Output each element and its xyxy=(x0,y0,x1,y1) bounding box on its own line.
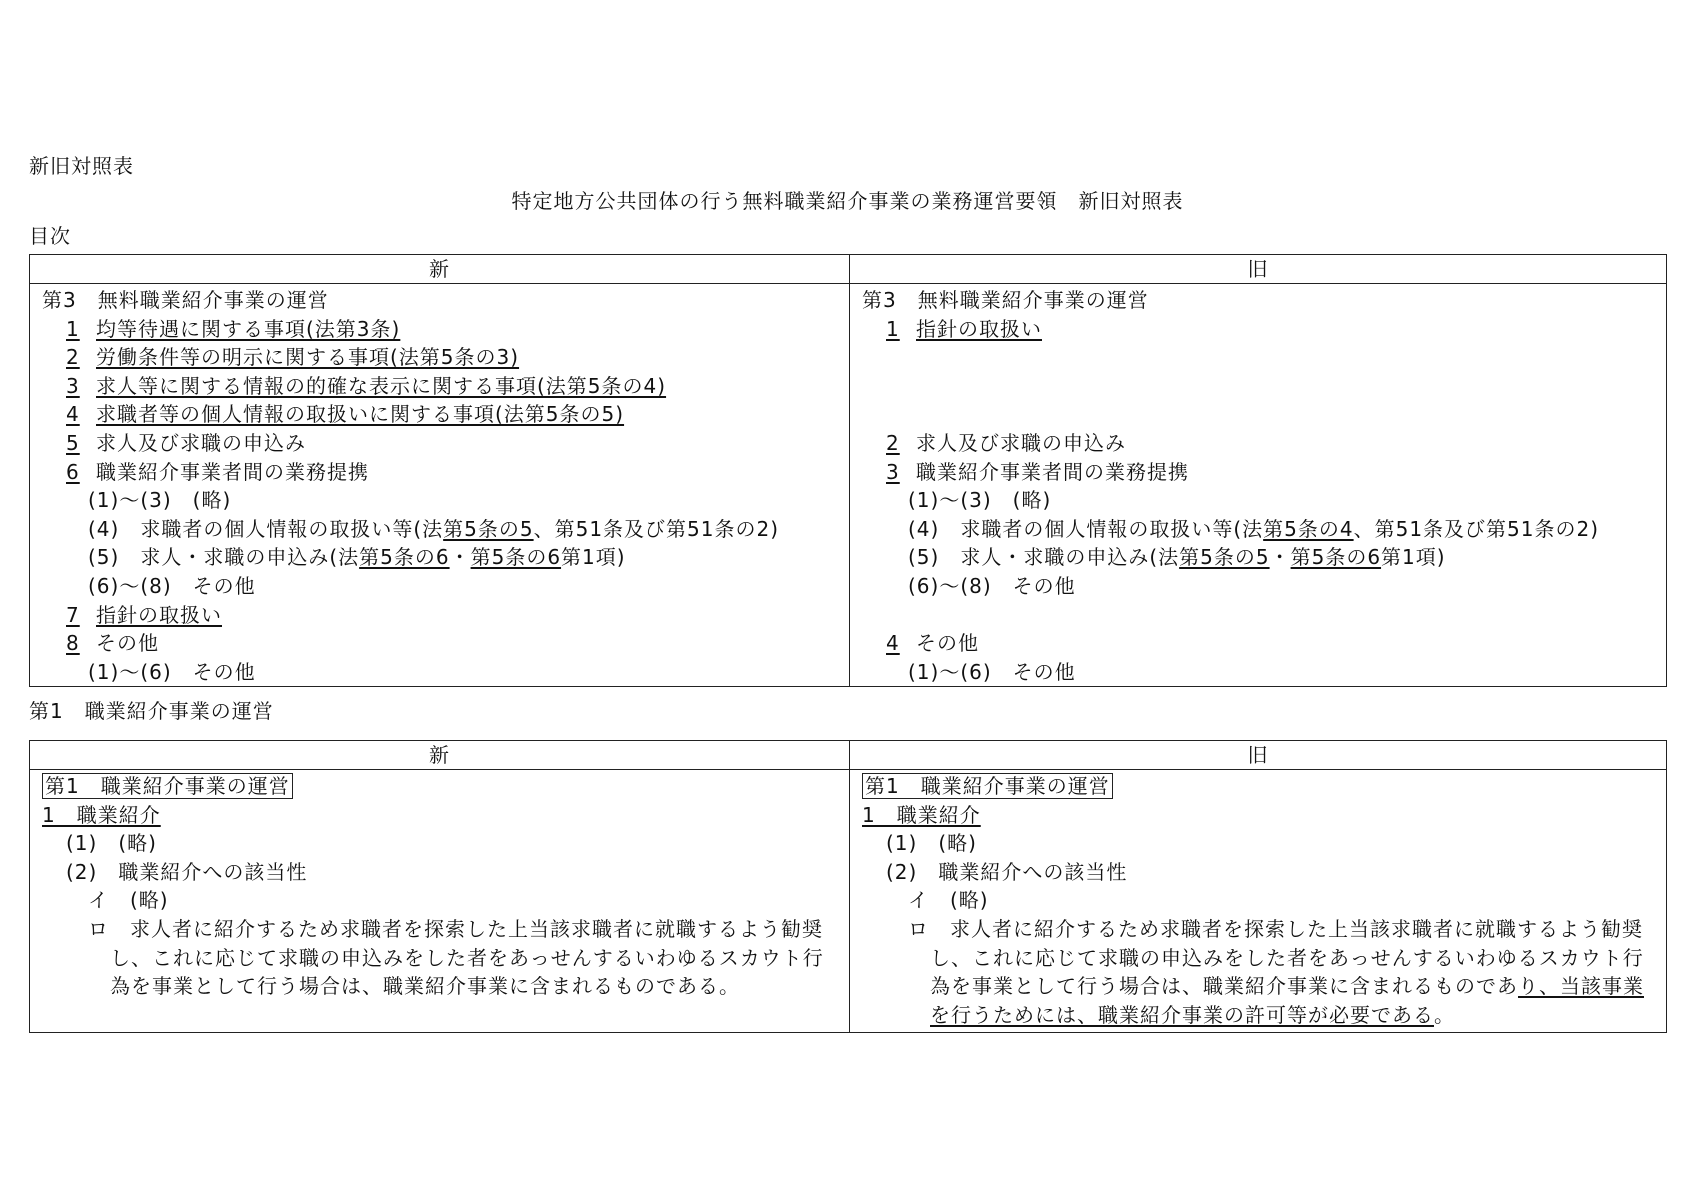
section-comparison-table xyxy=(29,740,1667,1033)
toc-new-subitem: (1)～(3) (略) xyxy=(88,488,232,513)
clause: イ (略) xyxy=(88,888,169,913)
toc-old-cell xyxy=(850,284,1667,687)
toc-old-subitem: (6)～(8) その他 xyxy=(908,573,1076,598)
toc-comparison-table xyxy=(29,254,1667,687)
toc-new-subitem: (6)～(8) その他 xyxy=(88,573,256,598)
toc-old-subitem: (4) 求職者の個人情報の取扱い等(法第5条の4、第51条及び第51条の2) xyxy=(908,516,1600,541)
toc-new-item: 4 求職者等の個人情報の取扱いに関する事項(法第5条の5) xyxy=(66,402,625,427)
subsection-heading: 1 職業紹介 xyxy=(42,802,161,827)
subsection-heading: 1 職業紹介 xyxy=(862,802,981,827)
clause: (2) 職業紹介への該当性 xyxy=(886,859,1128,884)
toc-old-subitem: (5) 求人・求職の申込み(法第5条の5・第5条の6第1項) xyxy=(908,545,1446,570)
column-header-old: 旧 xyxy=(850,255,1667,284)
toc-new-item: 6 職業紹介事業者間の業務提携 xyxy=(66,459,369,484)
toc-heading: 目次 xyxy=(29,224,71,248)
toc-new-item: 5 求人及び求職の申込み xyxy=(66,430,306,455)
clause: (1) (略) xyxy=(66,831,157,856)
toc-old-subitem: (1)～(6) その他 xyxy=(908,659,1076,684)
toc-new-subitem: (5) 求人・求職の申込み(法第5条の6・第5条の6第1項) xyxy=(88,545,626,570)
toc-new-subitem: (4) 求職者の個人情報の取扱い等(法第5条の5、第51条及び第51条の2) xyxy=(88,516,780,541)
section-new-cell xyxy=(30,770,850,1033)
section-heading: 第1 職業紹介事業の運営 xyxy=(29,699,274,723)
document-label: 新旧対照表 xyxy=(29,154,134,178)
column-header-new: 新 xyxy=(30,741,850,770)
toc-new-item: 8 その他 xyxy=(66,631,159,656)
boxed-heading: 第1 職業紹介事業の運営 xyxy=(862,773,1113,799)
toc-new-item: 1 均等待遇に関する事項(法第3条) xyxy=(66,316,401,341)
toc-new-subitem: (1)～(6) その他 xyxy=(88,659,256,684)
clause-paragraph: ロ 求人者に紹介するため求職者を探索した上当該求職者に就職するよう勧奨し、これに応じて求職の申込みをした者をあっせんするいわゆるスカウト行為を事業として行う場合は、職業紹介事業に含まれるものである。 xyxy=(88,916,824,999)
toc-old-item: 4 その他 xyxy=(886,631,979,656)
document-title: 特定地方公共団体の行う無料職業紹介事業の業務運営要領 新旧対照表 xyxy=(511,189,1184,213)
toc-old-subitem: (1)～(3) (略) xyxy=(908,488,1052,513)
toc-old-item: 2 求人及び求職の申込み xyxy=(886,430,1126,455)
toc-old-title: 第3 無料職業紹介事業の運営 xyxy=(862,288,1149,312)
clause: (1) (略) xyxy=(886,831,977,856)
boxed-heading: 第1 職業紹介事業の運営 xyxy=(42,773,293,799)
toc-new-item: 2 労働条件等の明示に関する事項(法第5条の3) xyxy=(66,345,520,370)
clause: イ (略) xyxy=(908,888,989,913)
toc-old-item: 3 職業紹介事業者間の業務提携 xyxy=(886,459,1189,484)
toc-new-title: 第3 無料職業紹介事業の運営 xyxy=(42,288,329,312)
column-header-old: 旧 xyxy=(850,741,1667,770)
clause-paragraph: ロ 求人者に紹介するため求職者を探索した上当該求職者に就職するよう勧奨し、これに応じて求職の申込みをした者をあっせんするいわゆるスカウト行為を事業として行う場合は、職業紹介事業に含まれるものであり、当該事業を行うためには、職業紹介事業の許可等が必要である。 xyxy=(908,916,1644,1027)
section-old-cell xyxy=(850,770,1667,1033)
toc-new-cell xyxy=(30,284,850,687)
toc-new-item: 7 指針の取扱い xyxy=(66,602,222,627)
toc-new-item: 3 求人等に関する情報の的確な表示に関する事項(法第5条の4) xyxy=(66,373,667,398)
toc-old-item: 1 指針の取扱い xyxy=(886,316,1042,341)
clause: (2) 職業紹介への該当性 xyxy=(66,859,308,884)
column-header-new: 新 xyxy=(30,255,850,284)
